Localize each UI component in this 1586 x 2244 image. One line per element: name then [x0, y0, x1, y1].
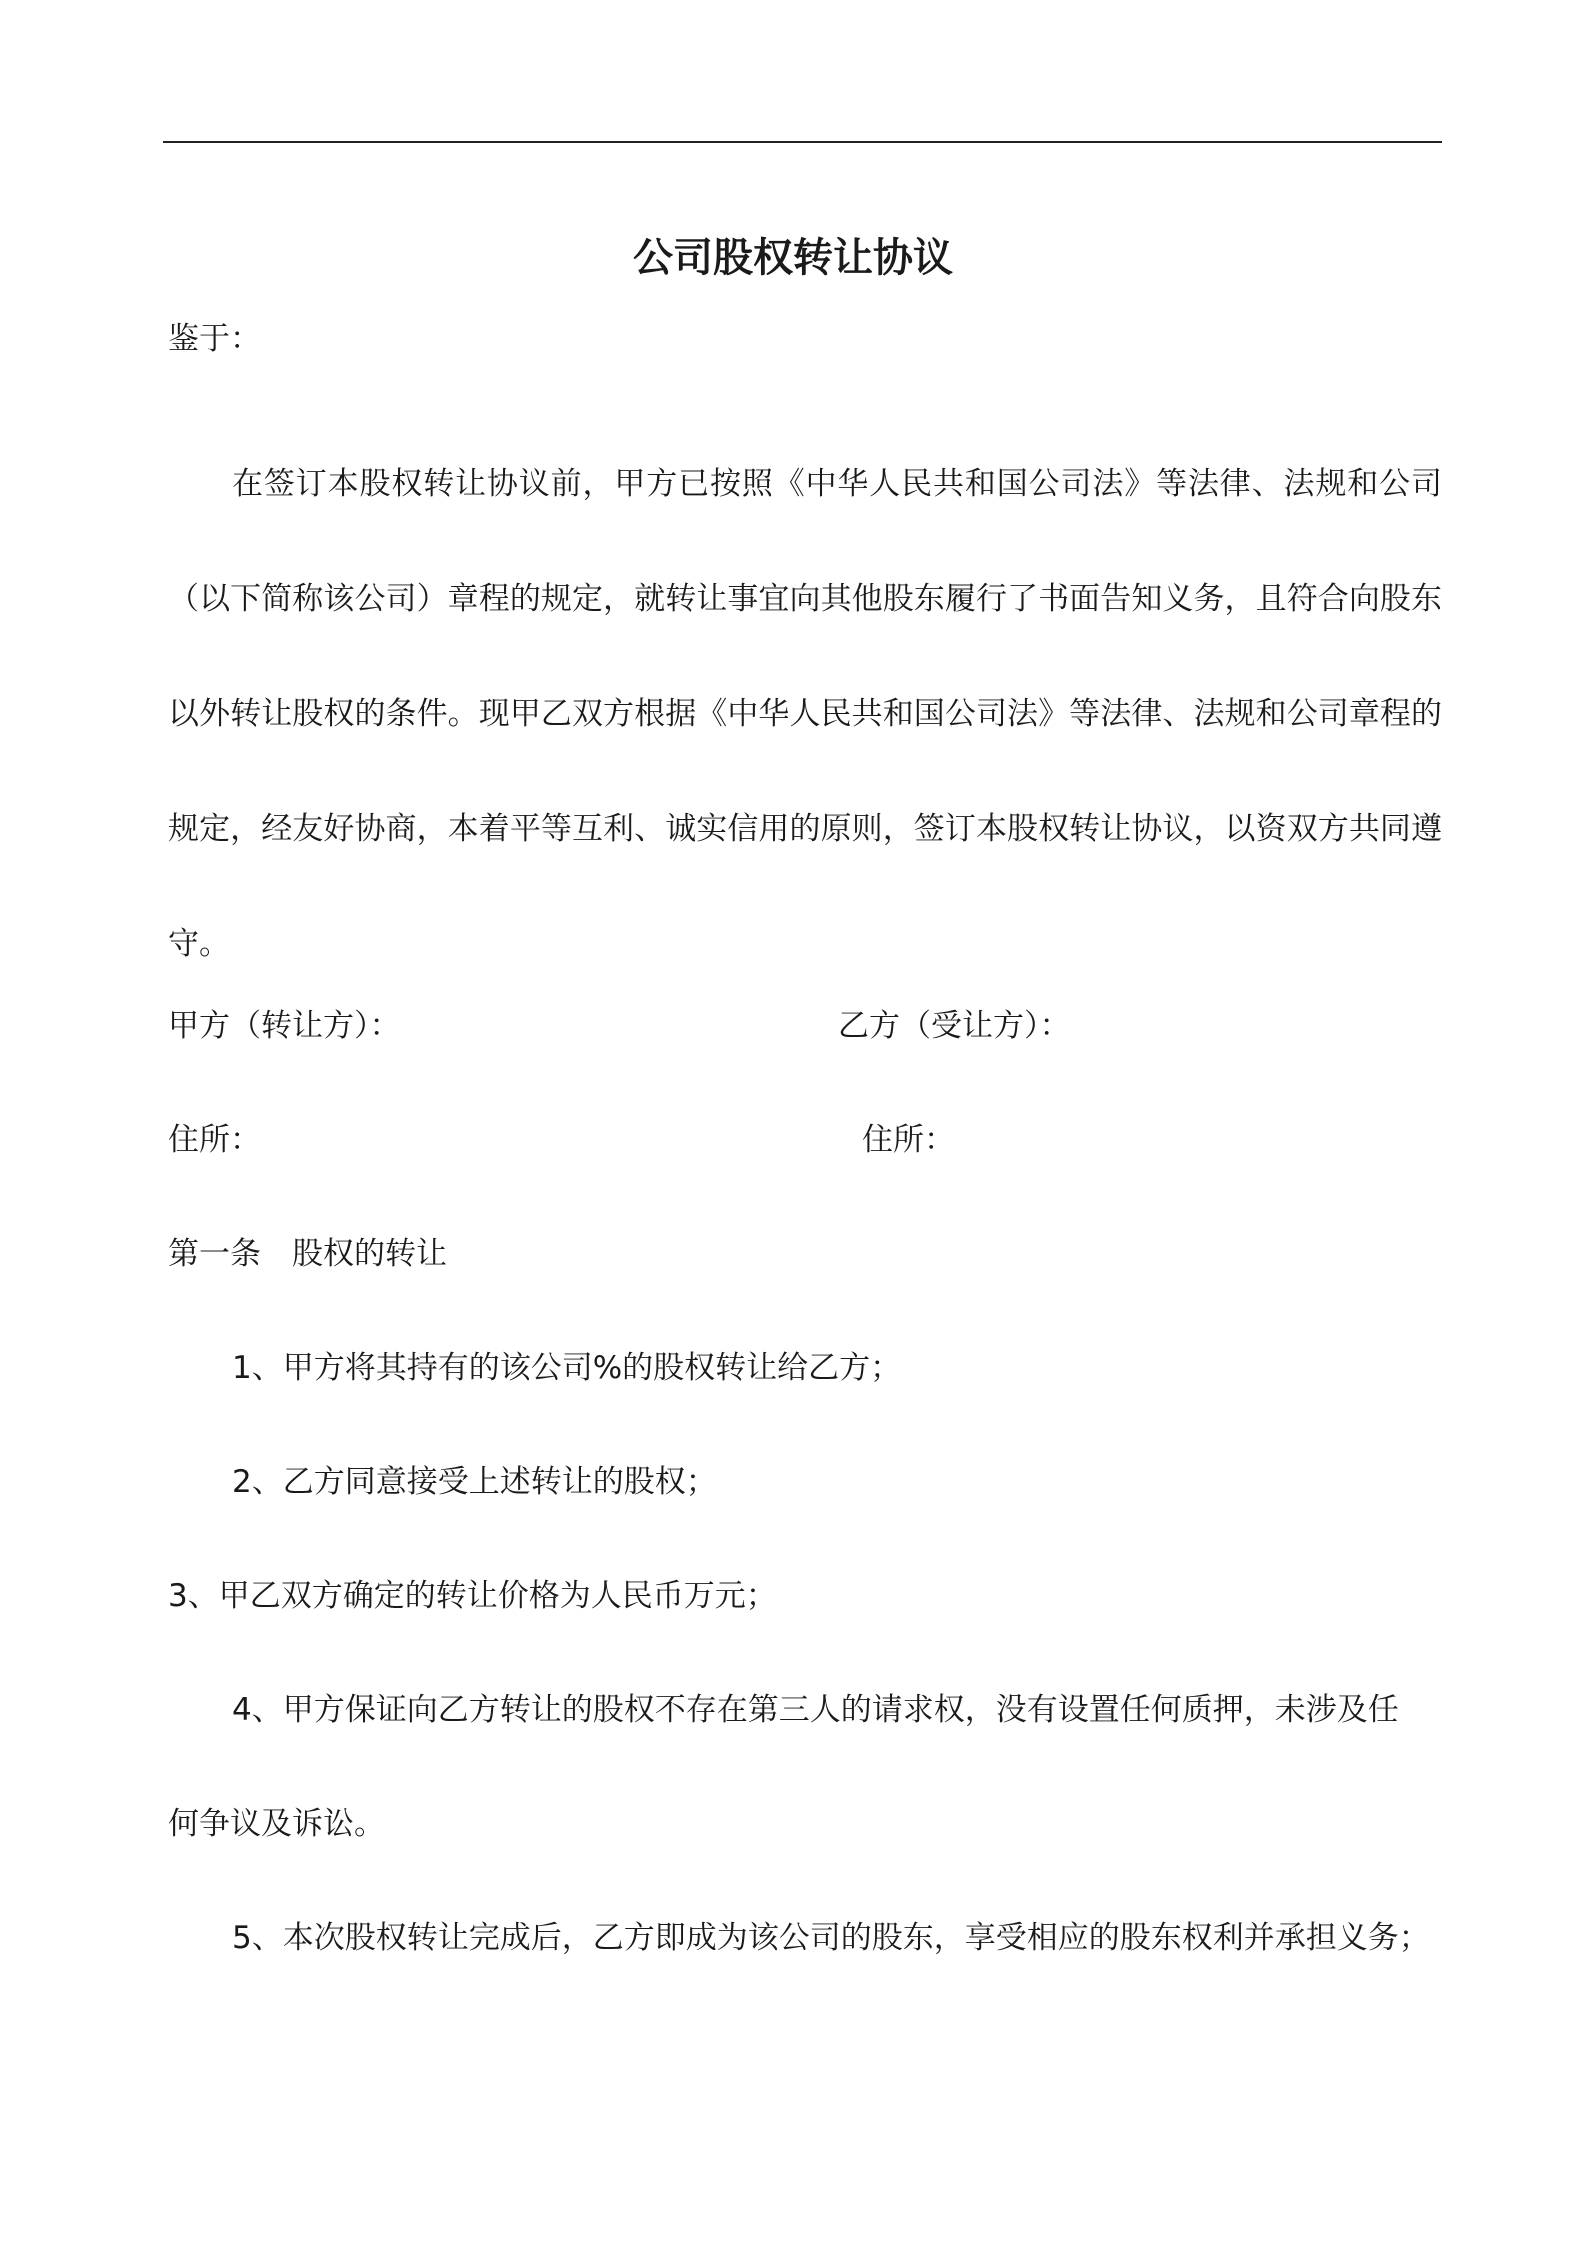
- party-a-address-label: 住所：: [168, 1122, 261, 1158]
- document-title: 公司股权转让协议: [633, 235, 953, 281]
- article-1-item-1: 1、甲方将其持有的该公司%的股权转让给乙方；: [232, 1350, 902, 1386]
- header-rule: [163, 141, 1442, 143]
- party-b-address-label: 住所：: [862, 1122, 955, 1158]
- party-a-label: 甲方（转让方）：: [168, 1008, 401, 1044]
- article-1-heading: 第一条 股权的转让: [168, 1236, 447, 1272]
- article-1-item-4-line-1: 4、甲方保证向乙方转让的股权不存在第三人的请求权，没有设置任何质押，未涉及任: [232, 1692, 1399, 1728]
- article-1-item-5: 5、本次股权转让完成后，乙方即成为该公司的股东，享受相应的股东权利并承担义务；: [232, 1920, 1430, 1956]
- party-b-label: 乙方（受让方）：: [838, 1008, 1071, 1044]
- preamble-paragraph: 在签订本股权转让协议前，甲方已按照《中华人民共和国公司法》等法律、法规和公司（以下简称该公司）章程的规定，就转让事宜向其他股东履行了书面告知义务，且符合向股东以外转让股权的条件。现甲乙双方根据《中华人民共和国公司法》等法律、法规和公司章程的规定，经友好协商，本着平等互利、诚实信用的原则，签订本股权转让协议，以资双方共同遵守。: [168, 466, 1442, 962]
- whereas-label: 鉴于：: [168, 321, 261, 357]
- article-1-item-4-line-2: 何争议及诉讼。: [168, 1806, 385, 1842]
- article-1-item-3: 3、甲乙双方确定的转让价格为人民币万元；: [168, 1578, 777, 1614]
- article-1-item-2: 2、乙方同意接受上述转让的股权；: [232, 1464, 717, 1500]
